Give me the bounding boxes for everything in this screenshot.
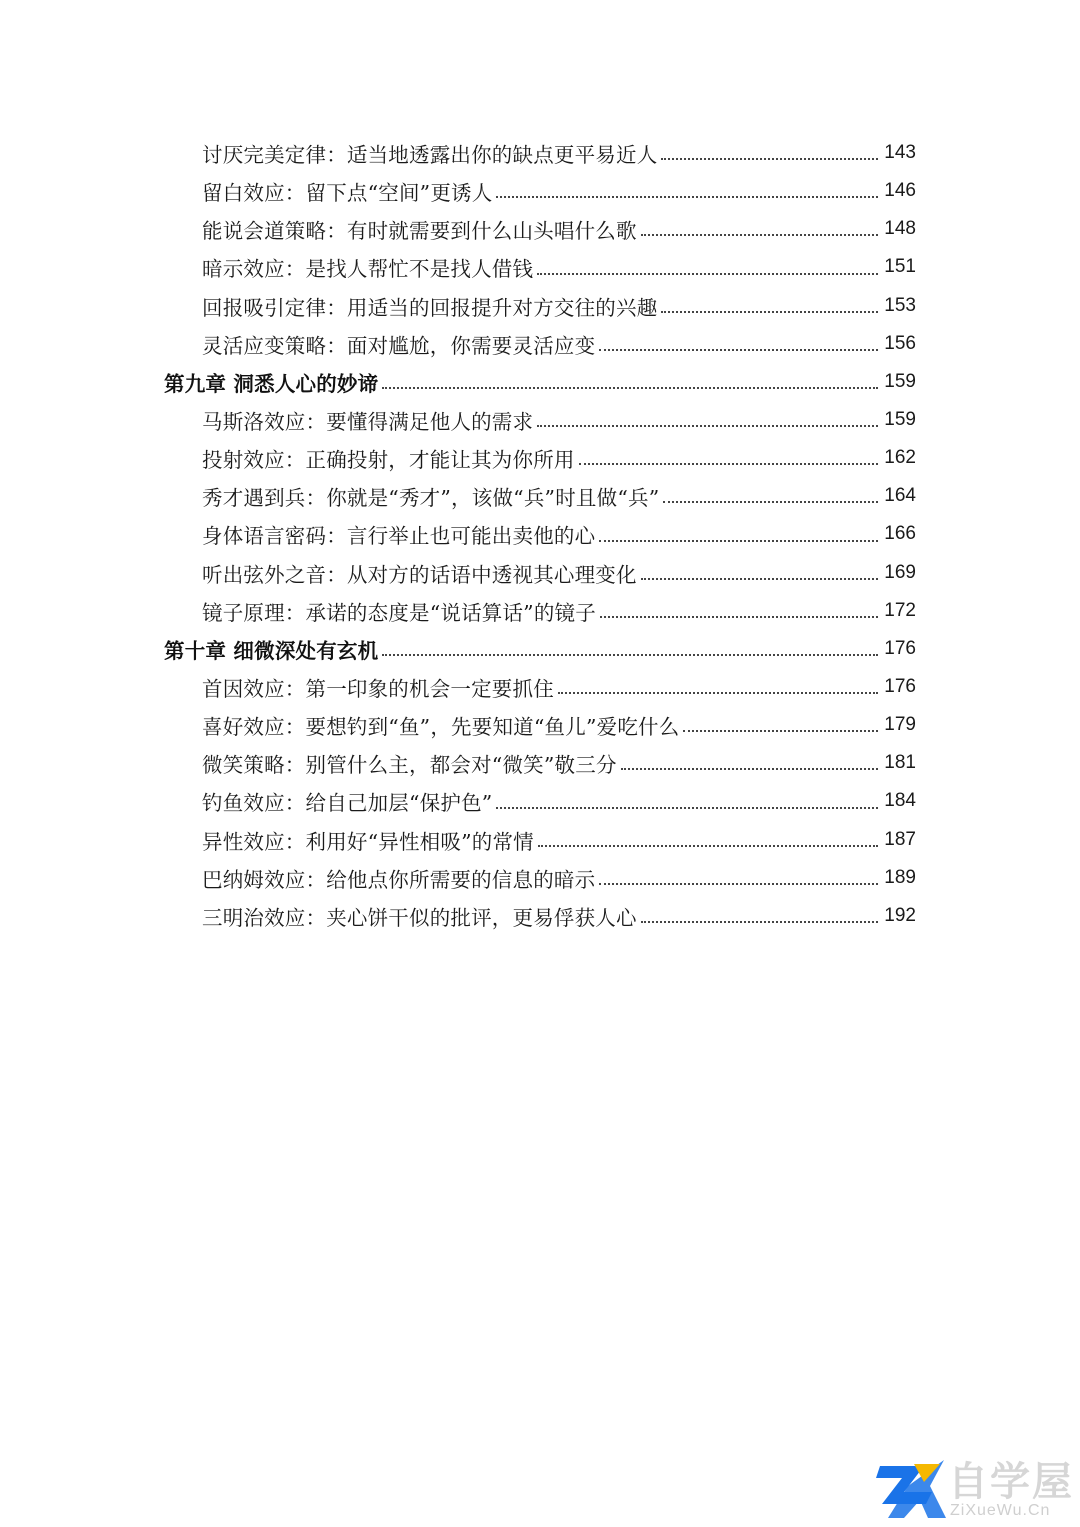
toc-page-number: 169: [884, 561, 916, 583]
toc-dot-leader: [641, 233, 878, 236]
toc-dot-leader: [599, 882, 878, 885]
toc-entry-title: 微笑策略：别管什么主，都会对“微笑”敬三分: [202, 753, 617, 778]
toc-dot-leader: [496, 806, 878, 809]
toc-dot-leader: [537, 272, 878, 275]
toc-dot-leader: [382, 653, 878, 656]
toc-entry-title: 灵活应变策略：面对尴尬，你需要灵活应变: [202, 333, 596, 358]
toc-dot-leader: [661, 157, 878, 160]
toc-entry-title: 身体语言密码：言行举止也可能出卖他的心: [202, 524, 596, 549]
toc-entry-title: 首因效应：第一印象的机会一定要抓住: [202, 677, 554, 702]
watermark-logo: [874, 1450, 1080, 1527]
toc-entry-title: 听出弦外之音：从对方的话语中透视其心理变化: [202, 562, 637, 587]
watermark-text: 自学屋: [948, 1459, 1074, 1505]
watermark-subtext: ZiXueWu.Cn: [950, 1502, 1051, 1519]
toc-entry-row[interactable]: [0, 554, 1080, 592]
toc-chapter-row[interactable]: [0, 630, 1080, 668]
toc-entry-row[interactable]: [0, 859, 1080, 897]
toc-entry-row[interactable]: [0, 287, 1080, 325]
toc-chapter-title: 第九章 洞悉人心的妙谛: [164, 371, 379, 396]
toc-entry-row[interactable]: [0, 248, 1080, 286]
toc-entry-row[interactable]: [0, 706, 1080, 744]
toc-dot-leader: [382, 386, 878, 389]
toc-entry-title: 巴纳姆效应：给他点你所需要的信息的暗示: [202, 867, 596, 892]
toc-entry-title: 异性效应：利用好“异性相吸”的常情: [202, 829, 534, 854]
toc-page-number: 153: [884, 294, 916, 316]
toc-entry-title: 钓鱼效应：给自己加层“保护色”: [202, 791, 493, 816]
toc-page-number: 166: [884, 523, 916, 545]
table-of-contents: [0, 134, 1080, 935]
toc-entry-title: 能说会道策略：有时就需要到什么山头唱什么歌: [202, 219, 637, 244]
toc-entry-title: 回报吸引定律：用适当的回报提升对方交往的兴趣: [202, 295, 658, 320]
toc-page-number: 179: [884, 714, 916, 736]
toc-entry-row[interactable]: [0, 477, 1080, 515]
zx-logo-icon: [874, 1456, 948, 1526]
toc-page-number: 156: [884, 332, 916, 354]
toc-entry-row[interactable]: [0, 668, 1080, 706]
toc-dot-leader: [641, 920, 878, 923]
toc-entry-row[interactable]: [0, 897, 1080, 935]
toc-entry-title: 留白效应：留下点“空间”更诱人: [202, 181, 493, 206]
toc-page-number: 148: [884, 218, 916, 240]
toc-dot-leader: [621, 767, 878, 770]
toc-entry-title: 镜子原理：承诺的态度是“说话算话”的镜子: [202, 600, 596, 625]
toc-page-number: 176: [884, 676, 916, 698]
toc-entry-row[interactable]: [0, 744, 1080, 782]
toc-dot-leader: [600, 615, 878, 618]
toc-entry-title: 讨厌完美定律：适当地透露出你的缺点更平易近人: [202, 143, 658, 168]
toc-page-number: 164: [884, 485, 916, 507]
toc-entry-row[interactable]: [0, 439, 1080, 477]
toc-entry-title: 喜好效应：要想钓到“鱼”，先要知道“鱼儿”爱吃什么: [202, 715, 680, 740]
toc-page-number: 162: [884, 447, 916, 469]
toc-dot-leader: [537, 424, 878, 427]
toc-entry-row[interactable]: [0, 401, 1080, 439]
toc-dot-leader: [599, 539, 878, 542]
toc-dot-leader: [496, 195, 878, 198]
toc-entry-title: 投射效应：正确投射，才能让其为你所用: [202, 448, 575, 473]
toc-dot-leader: [661, 310, 878, 313]
toc-dot-leader: [641, 577, 878, 580]
toc-entry-title: 三明治效应：夹心饼干似的批评，更易俘获人心: [202, 905, 637, 930]
toc-page-number: 172: [884, 599, 916, 621]
toc-page-number: 192: [884, 904, 916, 926]
toc-dot-leader: [599, 348, 878, 351]
toc-entry-title: 马斯洛效应：要懂得满足他人的需求: [202, 410, 534, 435]
toc-page-number: 143: [884, 142, 916, 164]
toc-page-number: 146: [884, 180, 916, 202]
toc-dot-leader: [579, 462, 878, 465]
toc-dot-leader: [538, 844, 878, 847]
toc-page-number: 159: [884, 409, 916, 431]
toc-page-number: 159: [884, 370, 916, 392]
toc-chapter-title: 第十章 细微深处有玄机: [164, 638, 379, 663]
toc-page-number: 187: [884, 828, 916, 850]
toc-entry-row[interactable]: [0, 592, 1080, 630]
toc-entry-row[interactable]: [0, 134, 1080, 172]
toc-page-number: 184: [884, 790, 916, 812]
toc-entry-title: 秀才遇到兵：你就是“秀才”，该做“兵”时且做“兵”: [202, 486, 660, 511]
toc-dot-leader: [683, 729, 878, 732]
toc-entry-row[interactable]: [0, 210, 1080, 248]
toc-dot-leader: [663, 500, 878, 503]
toc-page-number: 189: [884, 866, 916, 888]
toc-entry-title: 暗示效应：是找人帮忙不是找人借钱: [202, 257, 534, 282]
toc-entry-row[interactable]: [0, 172, 1080, 210]
toc-dot-leader: [558, 691, 878, 694]
toc-entry-row[interactable]: [0, 782, 1080, 820]
toc-page-number: 176: [884, 637, 916, 659]
toc-entry-row[interactable]: [0, 515, 1080, 553]
toc-page-number: 181: [884, 752, 916, 774]
toc-chapter-row[interactable]: [0, 363, 1080, 401]
toc-page-number: 151: [884, 256, 916, 278]
toc-entry-row[interactable]: [0, 821, 1080, 859]
toc-entry-row[interactable]: [0, 325, 1080, 363]
